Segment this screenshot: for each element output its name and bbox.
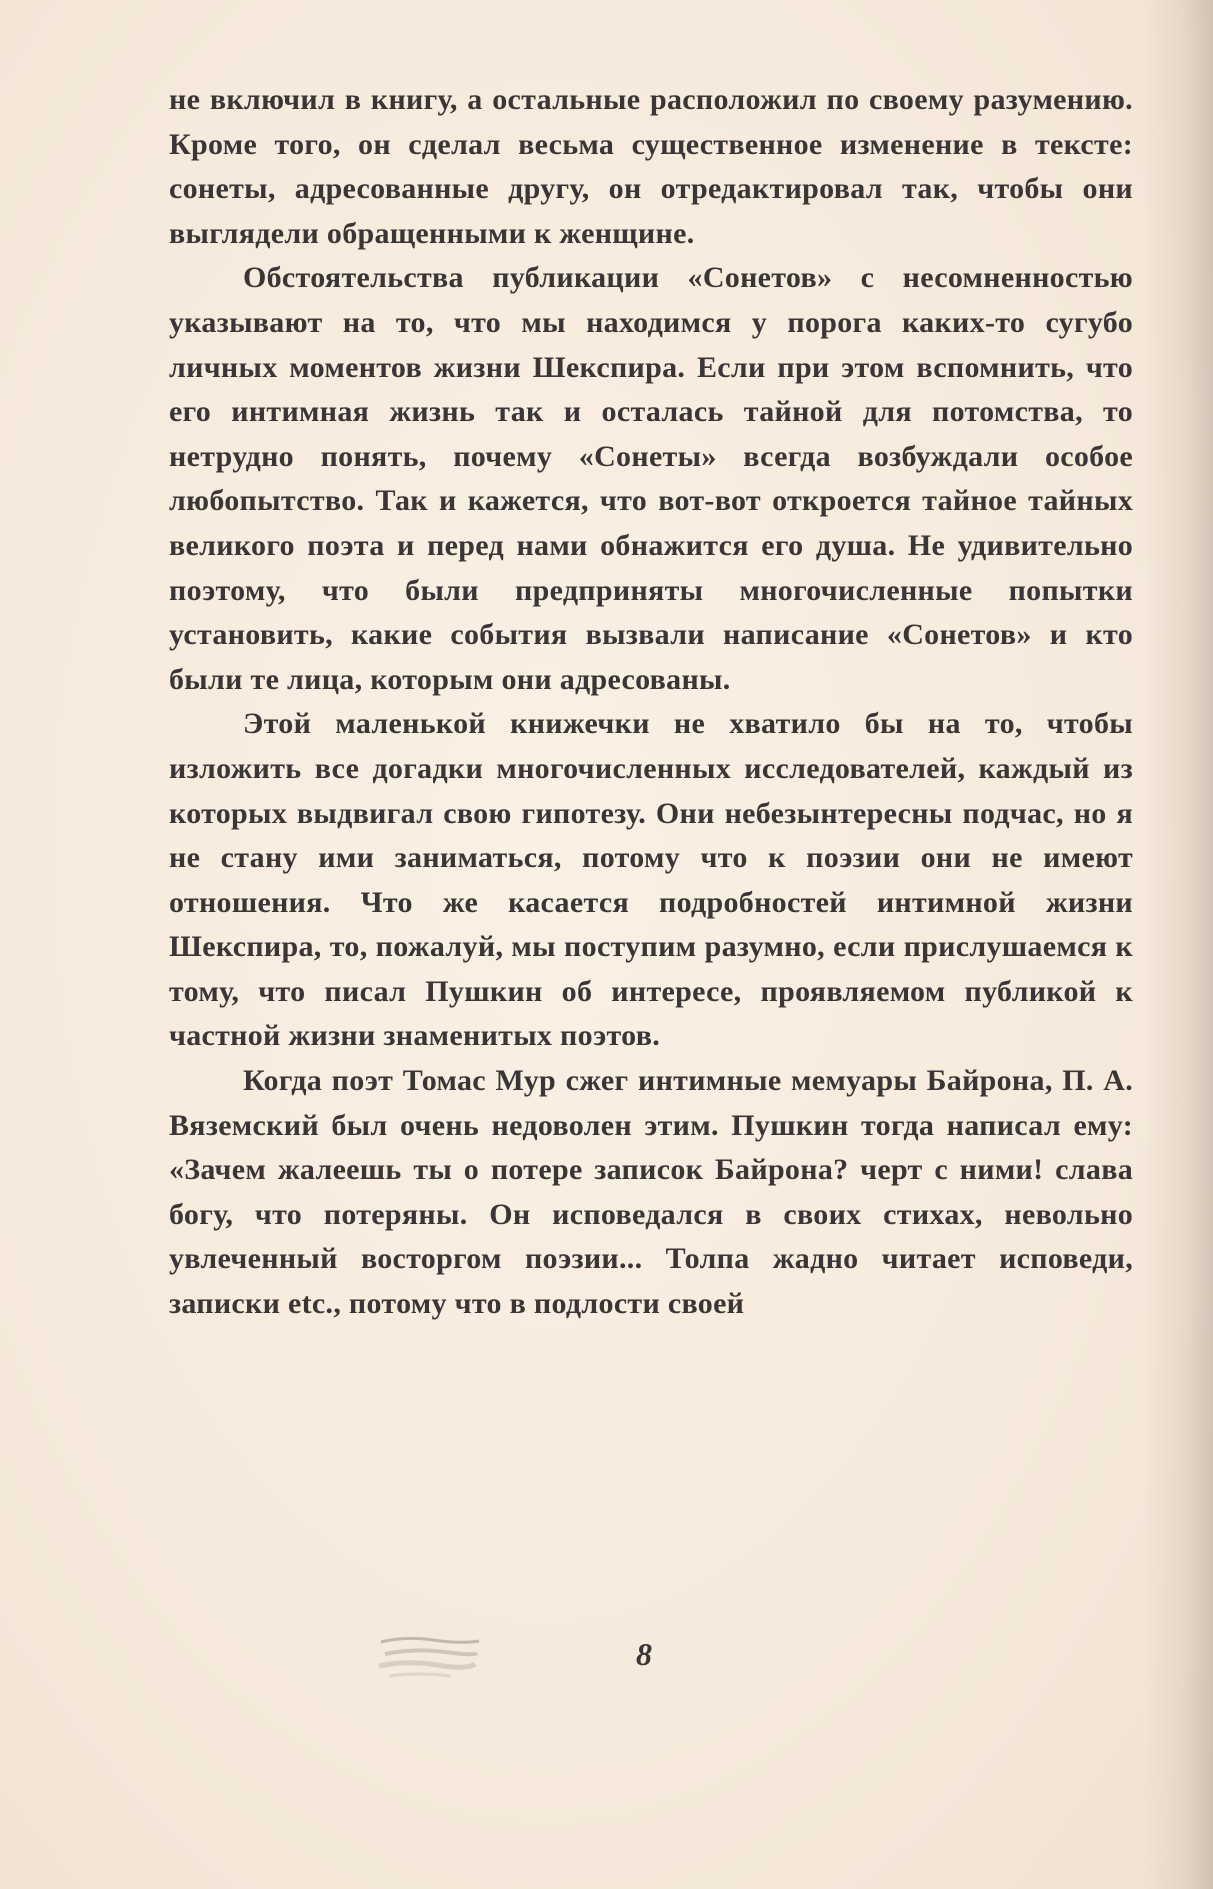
ink-smudge-mark xyxy=(375,1632,485,1684)
paragraph-3: Этой маленькой книжечки не хватило бы на то, чтобы изложить все догадки многочисленных исследователей, каждый из которых выдвигал свою гипотезу. Они небезынтересны подчас, но я не стану ими заниматься, потому что к поэзии они не имеют отношения. Что же касается подробностей интимной жизни Шекспира, то, пожалуй, мы поступим разумно, если прислушаемся к тому, что писал Пушкин об интересе, проявляемом публикой к частной жизни знаменитых поэтов. xyxy=(169,707,1133,1053)
paragraph-2: Обстоятельства публикации «Сонетов» с несомненностью указывают на то, что мы находимся у порога каких-то сугубо личных моментов жизни Шекспира. Если при этом вспомнить, что его интимная жизнь так и осталась тайной для потомства, то нетрудно понять, почему «Сонеты» всегда возбуждали особое любопытство. Так и кажется, что вот-вот откроется тайное тайных великого поэта и перед нами обнажится его душа. Не удивительно поэтому, что были предприняты многочисленные попытки установить, какие события вызвали написание «Сонетов» и кто были те лица, которым они адресованы. xyxy=(169,261,1133,696)
page-edge-shadow xyxy=(1143,0,1213,1889)
page-number: 8 xyxy=(636,1636,652,1672)
paragraph-1: не включил в книгу, а остальные расположил по своему разумению. Кроме того, он сделал весьма существенное изменение в тексте: сонеты, адресованные другу, он отредактировал так, чтобы они выглядели обращенными к женщине. xyxy=(169,83,1133,250)
page-text-body xyxy=(169,78,1133,1327)
paragraph-4: Когда поэт Томас Мур сжег интимные мемуары Байрона, П. А. Вяземский был очень недоволен этим. Пушкин тогда написал ему: «Зачем жалеешь ты о потере записок Байрона? черт с ними! слава богу, что потеряны. Он исповедался в своих стихах, невольно увлеченный восторгом поэзии... Толпа жадно читает исповеди, записки etc., потому что в подлости своей xyxy=(169,1064,1133,1321)
